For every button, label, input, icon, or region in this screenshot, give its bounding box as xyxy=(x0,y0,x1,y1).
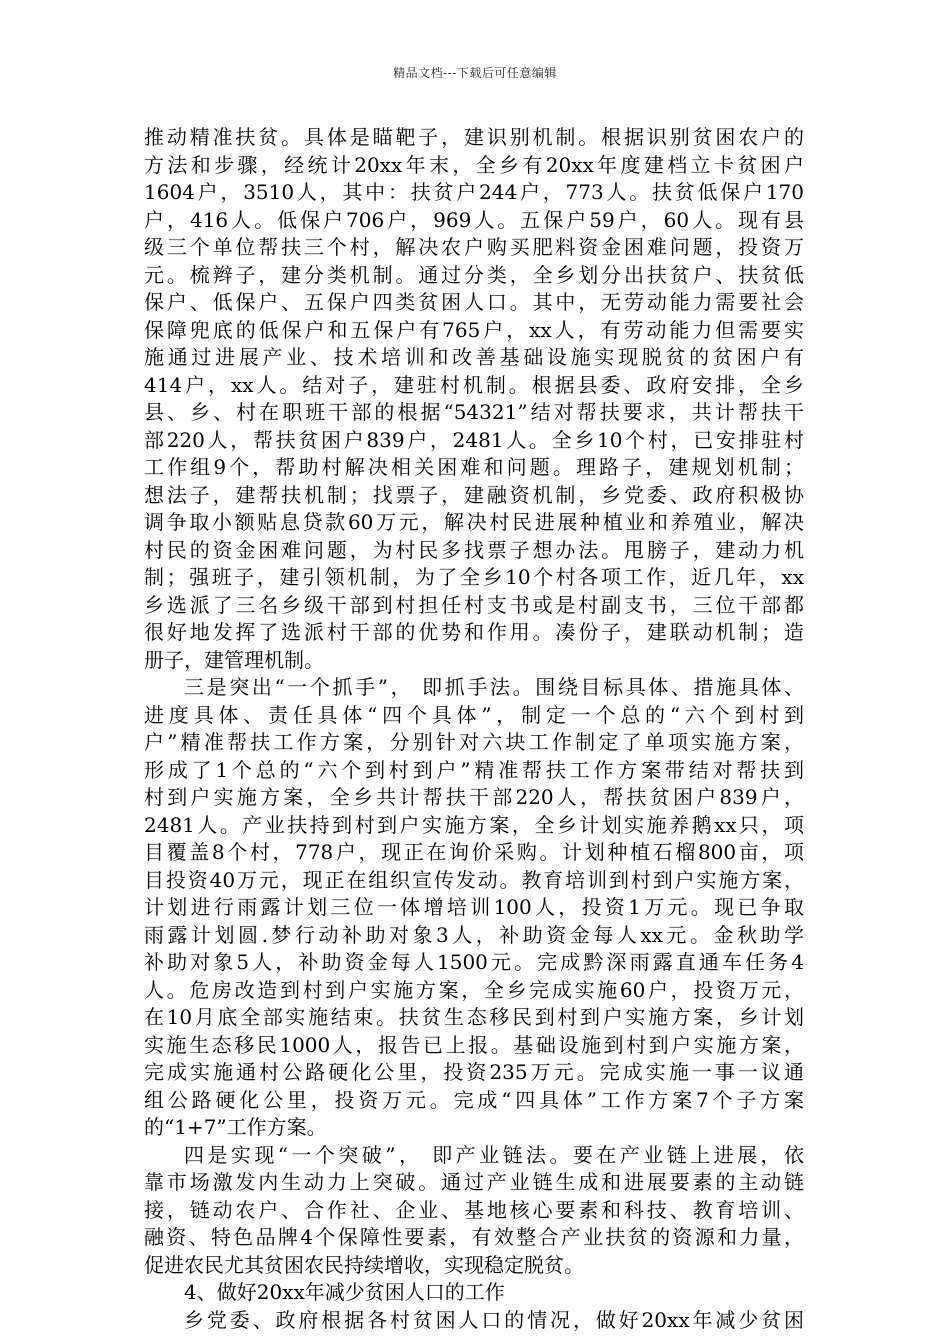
text-line: 方法和步骤，经统计20xx年末，全乡有20xx年度建档立卡贫困户 xyxy=(144,152,804,177)
text-line: 元。梳辫子，建分类机制。通过分类，全乡划分出扶贫户、扶贫低 xyxy=(144,262,804,287)
text-line: 级三个单位帮扶三个村，解决农户购买肥料资金困难问题，投资万 xyxy=(144,235,804,259)
text-line: 目投资40万元，现正在组织宣传发动。教育培训到村到户实施方案， xyxy=(144,867,804,892)
text-line: 很好地发挥了选派村干部的优势和作用。凑份子，建联动机制；造 xyxy=(144,620,804,644)
page-header: 精品文档---下载后可任意编辑 xyxy=(393,66,557,80)
text-line: 四是实现“一个突破”， 即产业链法。要在产业链上进展，依 xyxy=(184,1142,804,1167)
text-line: 三是突出“一个抓手”， 即抓手法。围绕目标具体、措施具体、 xyxy=(184,675,804,699)
text-line: 乡选派了三名乡级干部到村担任村支书或是村副支书，三位干部都 xyxy=(144,592,804,617)
text-line: 施通过进展产业、技术培训和改善基础设施实现脱贫的贫困户有 xyxy=(144,345,804,369)
text-line: 形成了1个总的“六个到村到户”精准帮扶工作方案带结对帮扶到 xyxy=(144,757,804,782)
document-body xyxy=(144,124,804,1334)
text-line: 1604户，3510人，其中：扶贫户244户，773人。扶贫低保户170 xyxy=(144,180,804,204)
text-line: 户，416人。低保户706户，969人。五保户59户，60人。现有县 xyxy=(144,207,804,232)
text-line: 保障兜底的低保户和五保户有765户，xx人，有劳动能力但需要实 xyxy=(144,317,804,342)
text-line: 目覆盖8个村，778户，现正在询价采购。计划种植石榴800亩，项 xyxy=(144,840,804,864)
text-line: 融资、特色品牌4个保障性要素，有效整合产业扶贫的资源和力量， xyxy=(144,1225,804,1249)
text-line: 4、做好20xx年减少贫困人口的工作 xyxy=(184,1280,505,1304)
text-line: 补助对象5人，补助资金每人1500元。完成黔深雨露直通车任务4 xyxy=(144,950,804,974)
text-line: 村民的资金困难问题，为村民多找票子想办法。甩膀子，建动力机 xyxy=(144,537,804,562)
text-line: 调争取小额贴息贷款60万元，解决村民进展种植业和养殖业，解决 xyxy=(144,510,804,534)
text-line: 414户，xx人。结对子，建驻村机制。根据县委、政府安排，全乡 xyxy=(144,372,804,397)
text-line: 在10月底全部实施结束。扶贫生态移民到村到户实施方案，乡计划 xyxy=(144,1005,804,1029)
text-line: 组公路硬化公里，投资万元。完成“四具体”工作方案7个子方案 xyxy=(144,1087,804,1112)
text-line: 户”精准帮扶工作方案，分别针对六块工作制定了单项实施方案， xyxy=(144,730,804,754)
text-line: 实施生态移民1000人，报告已上报。基础设施到村到户实施方案， xyxy=(144,1032,804,1057)
text-line: 2481人。产业扶持到村到户实施方案，全乡计划实施养鹅xx只，项 xyxy=(144,812,804,837)
text-line: 制；强班子，建引领机制，为了全乡10个村各项工作，近几年，xx xyxy=(144,565,804,589)
text-line: 想法子，建帮扶机制；找票子，建融资机制，乡党委、政府积极协 xyxy=(144,482,804,507)
text-line: 部220人，帮扶贫困户839户，2481人。全乡10个村，已安排驻村 xyxy=(144,427,804,452)
text-line: 促进农民尤其贫困农民持续增收，实现稳定脱贫。 xyxy=(144,1252,584,1277)
text-line: 接，链动农户、合作社、企业、基地核心要素和科技、教育培训、 xyxy=(144,1197,804,1222)
text-line: 村到户实施方案，全乡共计帮扶干部220人，帮扶贫困户839户， xyxy=(144,785,804,809)
text-line: 乡党委、政府根据各村贫困人口的情况，做好20xx年减少贫困 xyxy=(184,1307,804,1332)
text-line: 进度具体、责任具体“四个具体”，制定一个总的“六个到村到 xyxy=(144,702,804,727)
text-line: 工作组9个，帮助村解决相关困难和问题。理路子，建规划机制； xyxy=(144,455,804,479)
text-line: 雨露计划圆.梦行动补助对象3人，补助资金每人xx元。金秋助学 xyxy=(144,922,804,947)
text-line: 靠市场激发内生动力上突破。通过产业链生成和进展要素的主动链 xyxy=(144,1170,804,1194)
text-line: 的“1+7”工作方案。 xyxy=(144,1115,327,1139)
text-line: 完成实施通村公路硬化公里，投资235万元。完成实施一事一议通 xyxy=(144,1060,804,1084)
text-line: 计划进行雨露计划三位一体增培训100人，投资1万元。现已争取 xyxy=(144,895,804,919)
text-line: 县、乡、村在职班干部的根据“54321”结对帮扶要求，共计帮扶干 xyxy=(144,400,804,424)
text-line: 册子，建管理机制。 xyxy=(144,647,324,672)
text-line: 保户、低保户、五保户四类贫困人口。其中，无劳动能力需要社会 xyxy=(144,290,804,314)
text-line: 推动精准扶贫。具体是瞄靶子，建识别机制。根据识别贫困农户的 xyxy=(144,125,804,149)
text-line: 人。危房改造到村到户实施方案，全乡完成实施60户，投资万元， xyxy=(144,977,804,1002)
